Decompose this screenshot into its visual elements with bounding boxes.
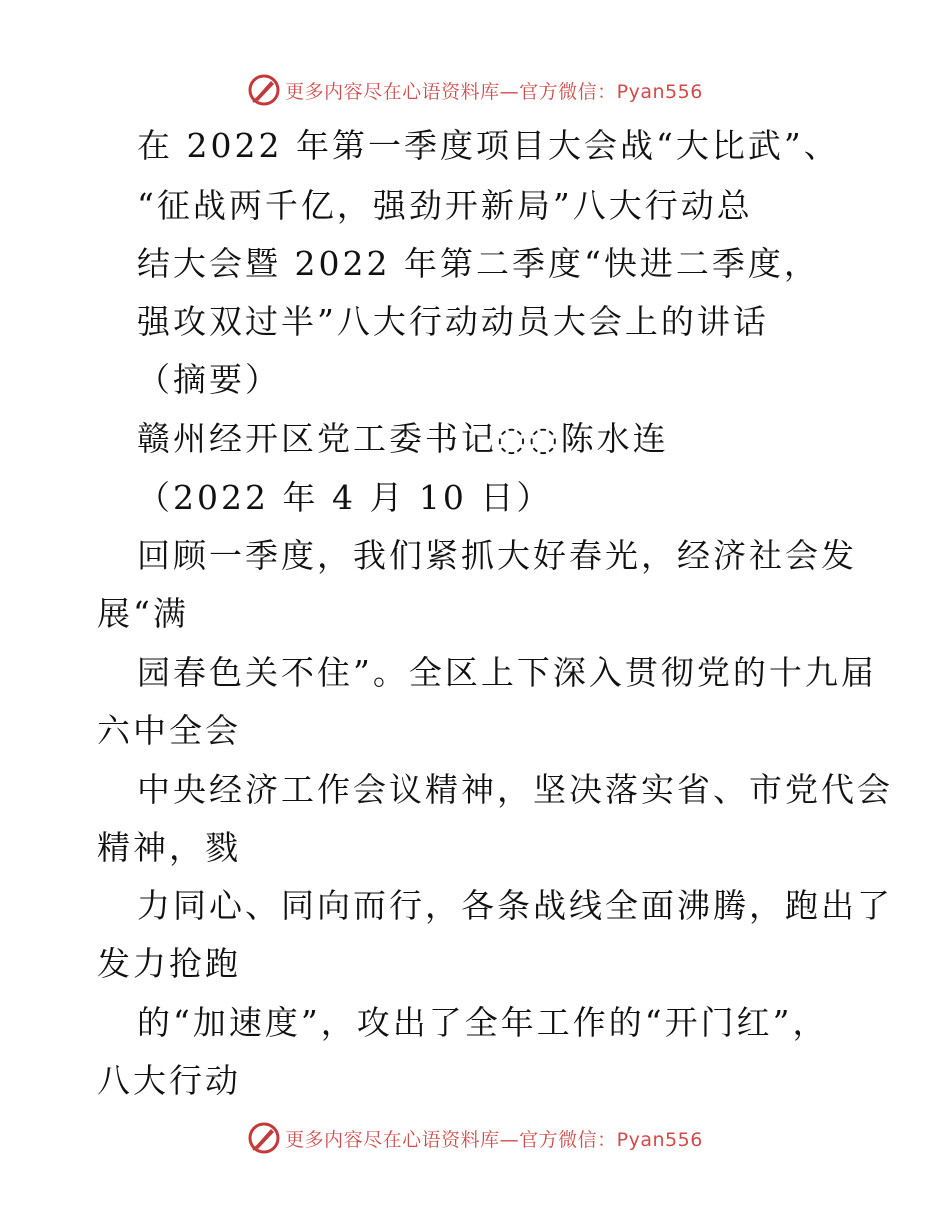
- date-line: （2022 年 4 月 10 日）: [137, 478, 553, 517]
- paragraph-line: 中央经济工作会议精神，坚决落实省、市党代会: [137, 770, 893, 809]
- title-line-4: 强攻双过半”八大行动动员大会上的讲话: [137, 302, 769, 341]
- paragraph-line: 六中全会: [97, 711, 241, 750]
- watermark-text: 更多内容尽在心语资料库—官方微信：Pyan556: [285, 1128, 703, 1151]
- paragraph-line: 八大行动: [97, 1061, 241, 1100]
- paragraph-line: 的“加速度”，攻出了全年工作的“开门红”，: [137, 1003, 829, 1042]
- watermark-footer: [0, 1118, 950, 1158]
- paragraph-line: 回顾一季度，我们紧抓大好春光，经济社会发: [137, 536, 857, 575]
- watermark-header: [0, 70, 950, 110]
- quill-logo-icon: [247, 1121, 281, 1155]
- author-line: 赣州经开区党工委书记◌◌陈水连: [137, 419, 669, 458]
- title-line-1: 在 2022 年第一季度项目大会战“大比武”、: [137, 126, 840, 165]
- title-note: （摘要）: [137, 360, 281, 399]
- paragraph-line: 园春色关不住”。全区上下深入贯彻党的十九届: [137, 653, 877, 692]
- watermark-text: 更多内容尽在心语资料库—官方微信：Pyan556: [285, 80, 703, 103]
- paragraph-line: 发力抢跑: [97, 944, 241, 983]
- title-line-2: “征战两千亿，强劲开新局”八大行动总: [137, 186, 753, 225]
- quill-logo-icon: [247, 73, 281, 107]
- paragraph-line: 精神，戮: [97, 828, 241, 867]
- title-line-3: 结大会暨 2022 年第二季度“快进二季度，: [137, 244, 820, 283]
- paragraph-line: 展“满: [97, 594, 189, 633]
- paragraph-line: 力同心、同向而行，各条战线全面沸腾，跑出了: [137, 886, 893, 925]
